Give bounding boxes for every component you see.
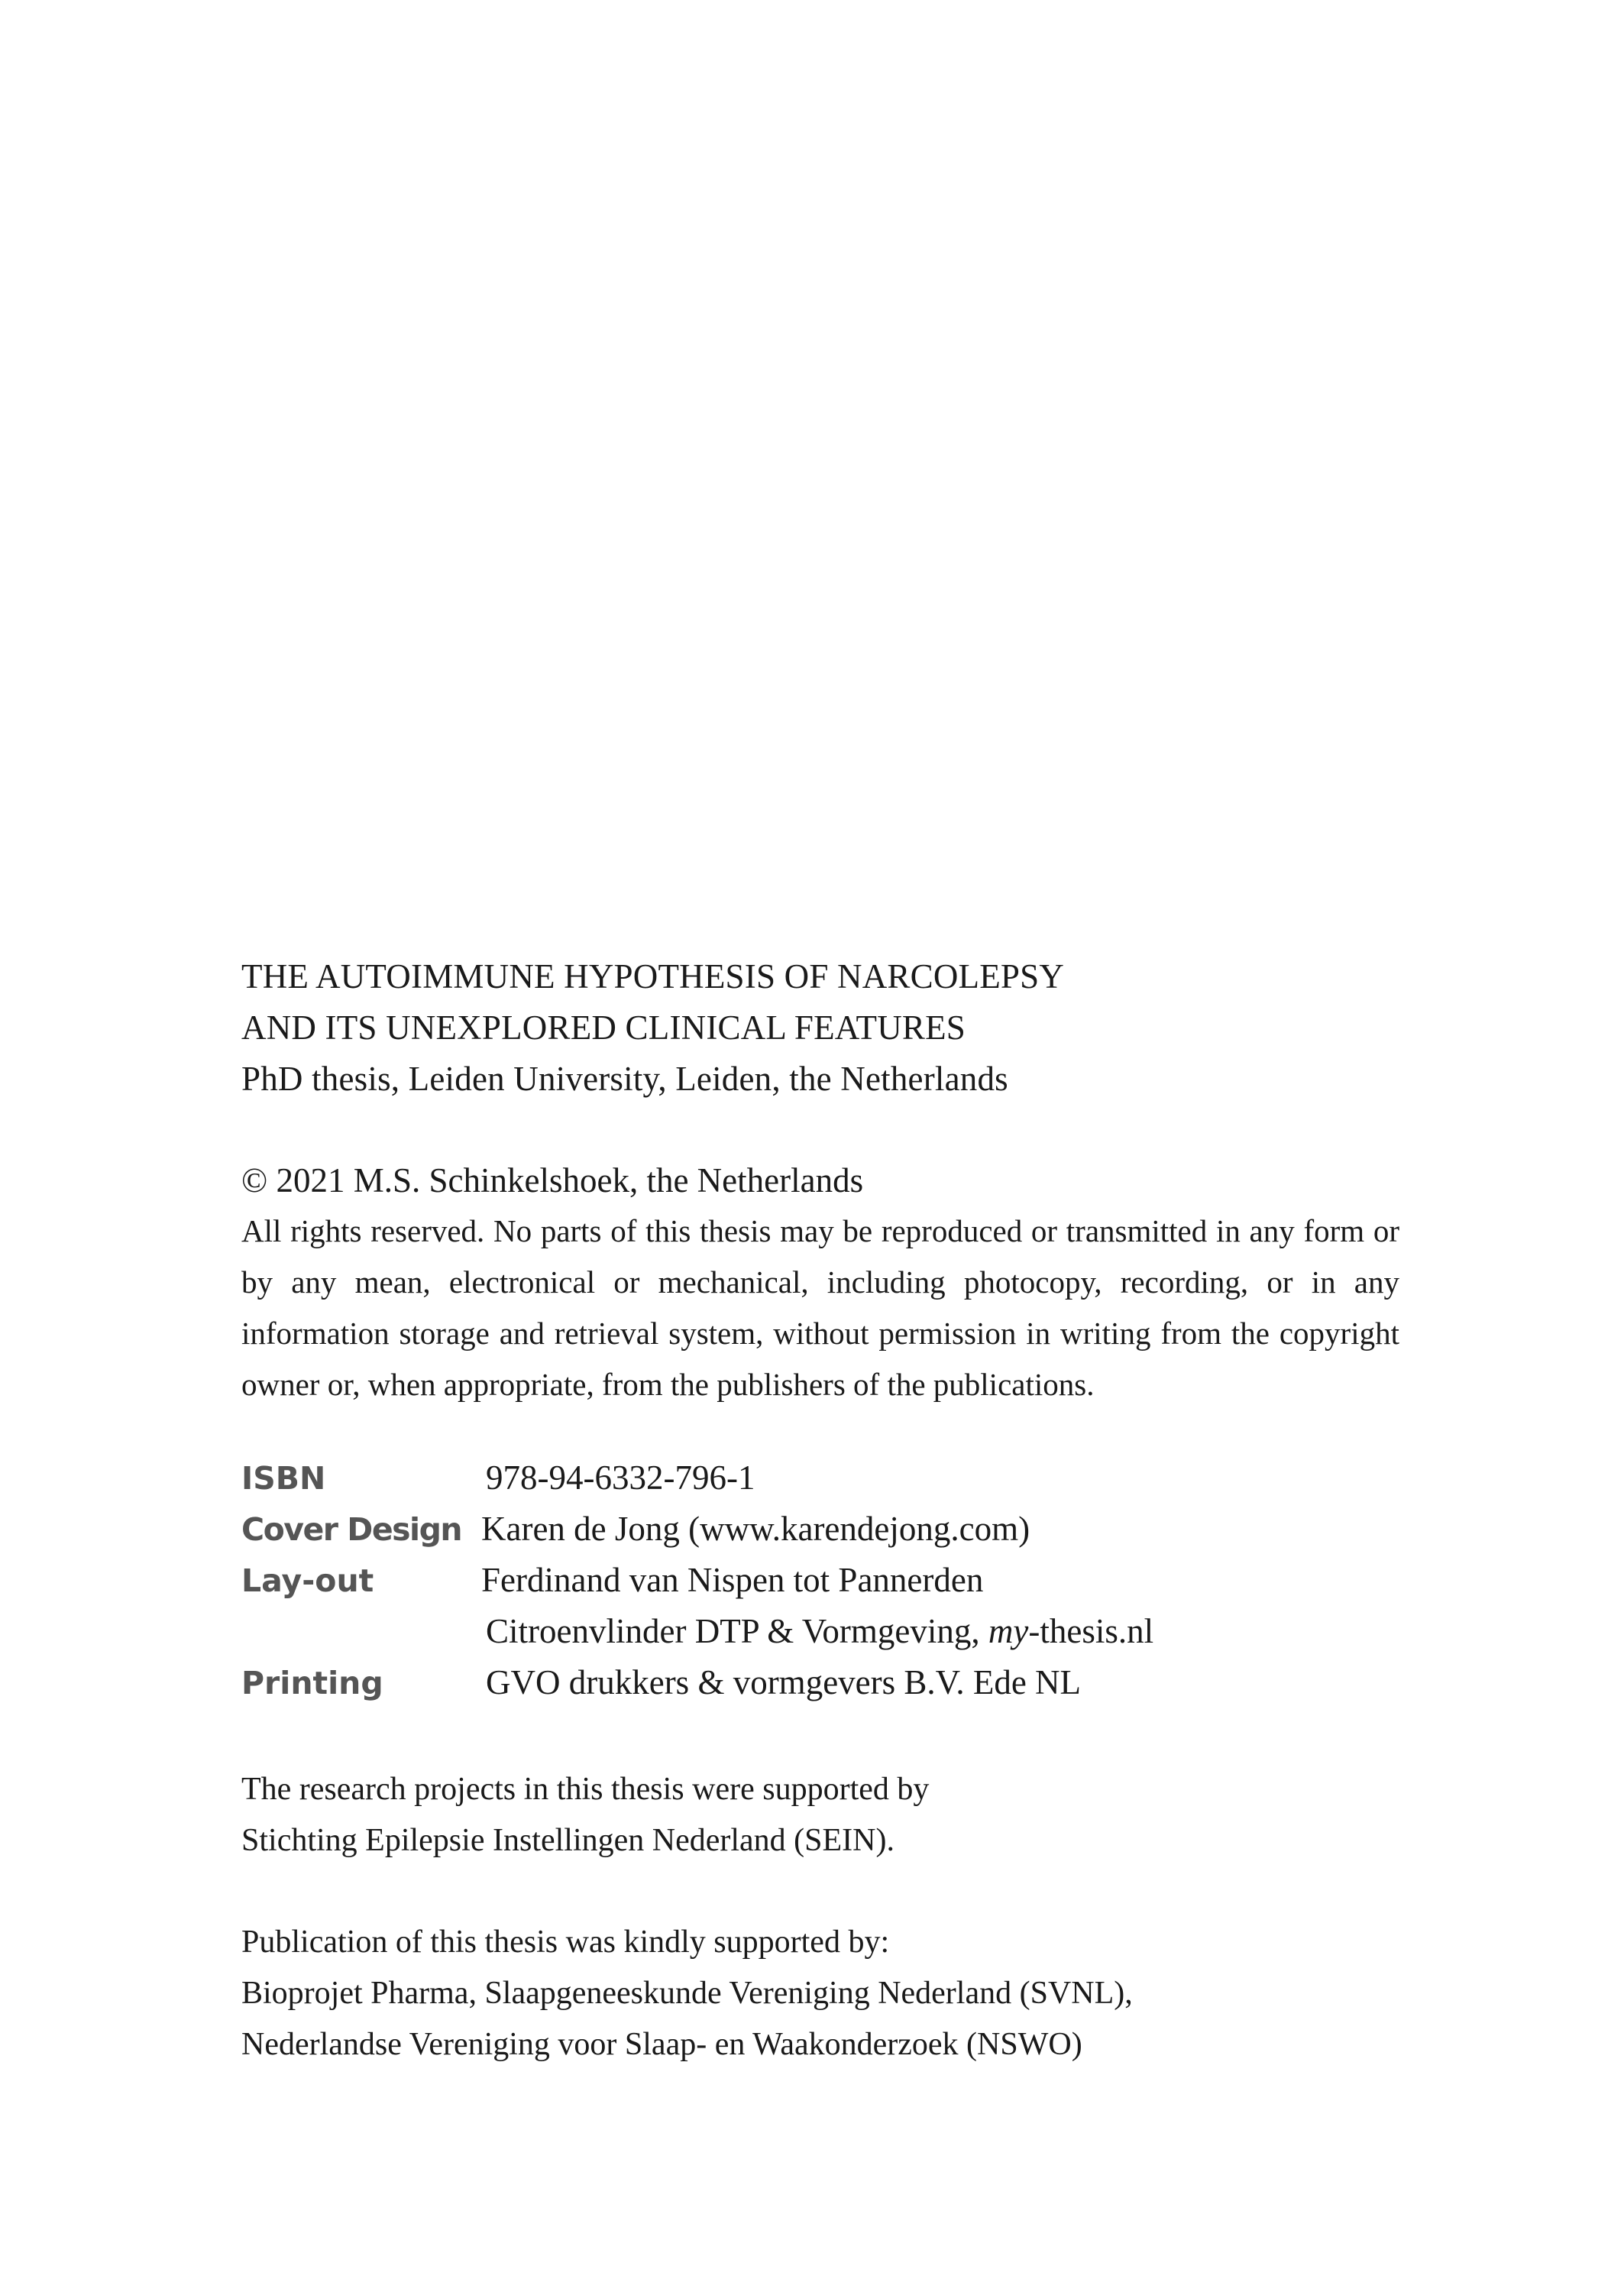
layout-row [241, 1560, 1399, 1611]
cover-design-row [241, 1509, 1399, 1560]
publication-support-line-3: Nederlandse Vereniging voor Slaap- en Waakonderzoek (NSWO) [241, 2027, 1082, 2062]
cover-design-value: Karen de Jong (www.karendejong.com) [481, 1510, 1030, 1548]
layout-value-2 [486, 1611, 1153, 1651]
copyright-notice: © 2021 M.S. Schinkelshoek, the Netherlands [241, 1161, 864, 1199]
publication-support-line-2: Bioprojet Pharma, Slaapgeneeskunde Vereniging Nederland (SVNL), [241, 1976, 1133, 2011]
layout-value-2-italic: my [988, 1612, 1029, 1650]
copyright-block [241, 1155, 1399, 1410]
isbn-label: ISBN [241, 1460, 326, 1497]
cover-design-label: Cover Design [241, 1511, 462, 1548]
research-support-block [241, 1764, 1399, 1866]
research-support-line-2: Stichting Epilepsie Instellingen Nederland (SEIN). [241, 1823, 894, 1858]
thesis-title-line-1: THE AUTOIMMUNE HYPOTHESIS OF NARCOLEPSY [241, 957, 1065, 995]
colophon-page [241, 951, 1399, 2070]
credits-block [241, 1458, 1399, 1714]
title-block [241, 951, 1399, 1105]
layout-value-1: Ferdinand van Nispen tot Pannerden [481, 1561, 984, 1599]
thesis-title-line-2: AND ITS UNEXPLORED CLINICAL FEATURES [241, 1008, 966, 1047]
layout-value-2-prefix: Citroenvlinder DTP & Vormgeving, [486, 1612, 988, 1650]
layout-row-2 [241, 1611, 1399, 1662]
printing-value: GVO drukkers & vormgevers B.V. Ede NL [486, 1663, 1082, 1701]
publication-support-line-1: Publication of this thesis was kindly supported by: [241, 1925, 890, 1960]
printing-label: Printing [241, 1665, 383, 1701]
isbn-row [241, 1458, 1399, 1509]
layout-value-2-suffix: -thesis.nl [1028, 1612, 1154, 1650]
publication-support-block [241, 1917, 1399, 2070]
thesis-subtitle: PhD thesis, Leiden University, Leiden, the Netherlands [241, 1060, 1008, 1098]
layout-label: Lay-out [241, 1562, 374, 1599]
printing-row [241, 1662, 1399, 1714]
isbn-value: 978-94-6332-796-1 [486, 1458, 755, 1497]
research-support-line-1: The research projects in this thesis were supported by [241, 1772, 930, 1807]
rights-paragraph: All rights reserved. No parts of this thesis may be reproduced or transmitted in any form or by any mean, electronical or mechanical, including photocopy, recording, or in any information storage and retrieval system, without permission in writing from the copyright owner or, when appropriate, from the publishers of the publications. [241, 1213, 1399, 1402]
